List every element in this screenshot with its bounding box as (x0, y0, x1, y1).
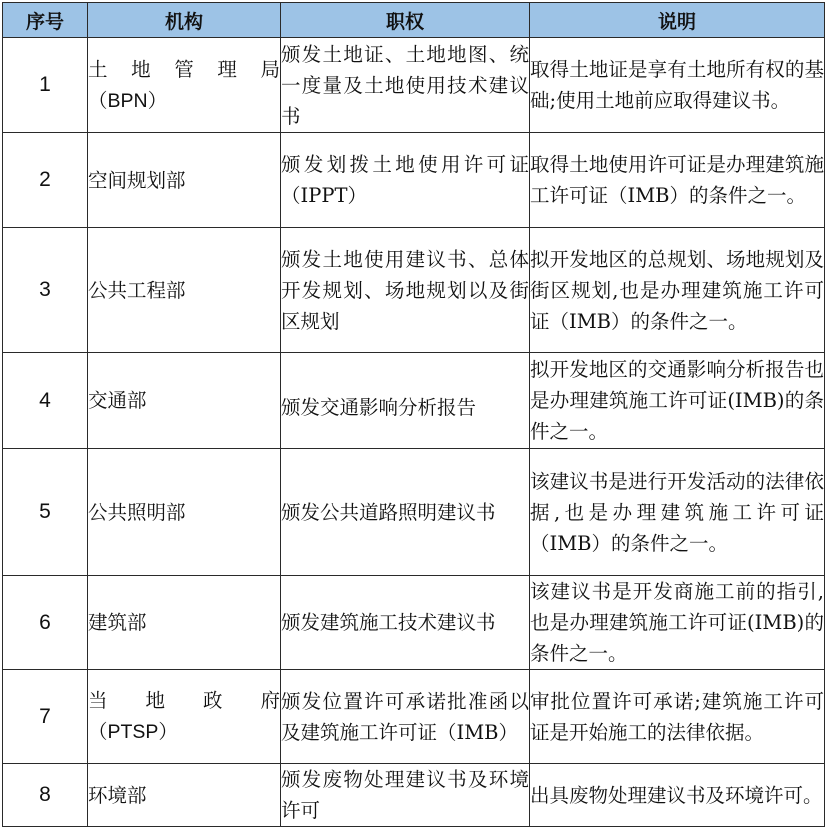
row-authority: 颁发位置许可承诺批准函以及建筑施工许可证（IMB） (281, 670, 530, 764)
row-authority: 颁发划拨土地使用许可证（IPPT） (281, 133, 530, 228)
row-org (88, 228, 281, 353)
table-header (3, 3, 825, 38)
table-row (3, 764, 825, 827)
row-note: 取得土地使用许可证是办理建筑施工许可证（IMB）的条件之一。 (530, 133, 825, 228)
row-note: 该建议书是进行开发活动的法律依据,也是办理建筑施工许可证（IMB）的条件之一。 (530, 449, 825, 576)
table-body (3, 38, 825, 827)
org-name: 环境部 (88, 783, 147, 807)
row-seq: 8 (3, 764, 88, 827)
header-row (3, 3, 825, 38)
row-note: 该建议书是开发商施工前的指引,也是办理建筑施工许可证(IMB)的条件之一。 (530, 576, 825, 670)
row-note: 出具废物处理建议书及环境许可。 (530, 764, 825, 827)
row-seq: 4 (3, 353, 88, 449)
table-row (3, 576, 825, 670)
org-name: 公共照明部 (88, 500, 186, 524)
header-seq: 序号 (3, 3, 88, 38)
row-authority: 颁发交通影响分析报告 (281, 353, 530, 449)
row-seq: 3 (3, 228, 88, 353)
row-seq: 7 (3, 670, 88, 764)
row-org (88, 764, 281, 827)
row-org (88, 576, 281, 670)
org-name: 当地政府 (88, 689, 280, 712)
row-authority: 颁发建筑施工技术建议书 (281, 576, 530, 670)
header-org: 机构 (88, 3, 281, 38)
row-authority: 颁发土地使用建议书、总体开发规划、场地规划以及街区规划 (281, 228, 530, 353)
row-org (88, 38, 281, 133)
row-authority: 颁发土地证、土地地图、统一度量及土地使用技术建议书 (281, 38, 530, 133)
row-authority: 颁发公共道路照明建议书 (281, 449, 530, 576)
org-abbr: （PTSP） (88, 721, 178, 743)
table-row (3, 353, 825, 449)
row-authority: 颁发废物处理建议书及环境许可 (281, 764, 530, 827)
row-seq: 1 (3, 38, 88, 133)
row-note: 取得土地证是享有土地所有权的基础;使用土地前应取得建议书。 (530, 38, 825, 133)
table-row (3, 228, 825, 353)
row-seq: 2 (3, 133, 88, 228)
row-org (88, 449, 281, 576)
table-row (3, 670, 825, 764)
row-seq: 6 (3, 576, 88, 670)
org-name: 空间规划部 (88, 168, 186, 192)
row-org (88, 353, 281, 449)
row-org (88, 670, 281, 764)
row-org (88, 133, 281, 228)
org-name: 交通部 (88, 389, 147, 412)
authority-table (2, 2, 825, 827)
table-row (3, 133, 825, 228)
row-note: 审批位置许可承诺;建筑施工许可证是开始施工的法律依据。 (530, 670, 825, 764)
org-name: 建筑部 (88, 611, 147, 634)
header-note: 说明 (530, 3, 825, 38)
org-name: 公共工程部 (88, 278, 186, 302)
table-row (3, 38, 825, 133)
header-authority: 职权 (281, 3, 530, 38)
org-abbr: （BPN） (88, 89, 168, 112)
table-row (3, 449, 825, 576)
org-name: 土地管理局 (88, 57, 280, 81)
row-seq: 5 (3, 449, 88, 576)
row-note: 拟开发地区的总规划、场地规划及街区规划,也是办理建筑施工许可证（IMB）的条件之一。 (530, 228, 825, 353)
row-note: 拟开发地区的交通影响分析报告也是办理建筑施工许可证(IMB)的条件之一。 (530, 353, 825, 449)
